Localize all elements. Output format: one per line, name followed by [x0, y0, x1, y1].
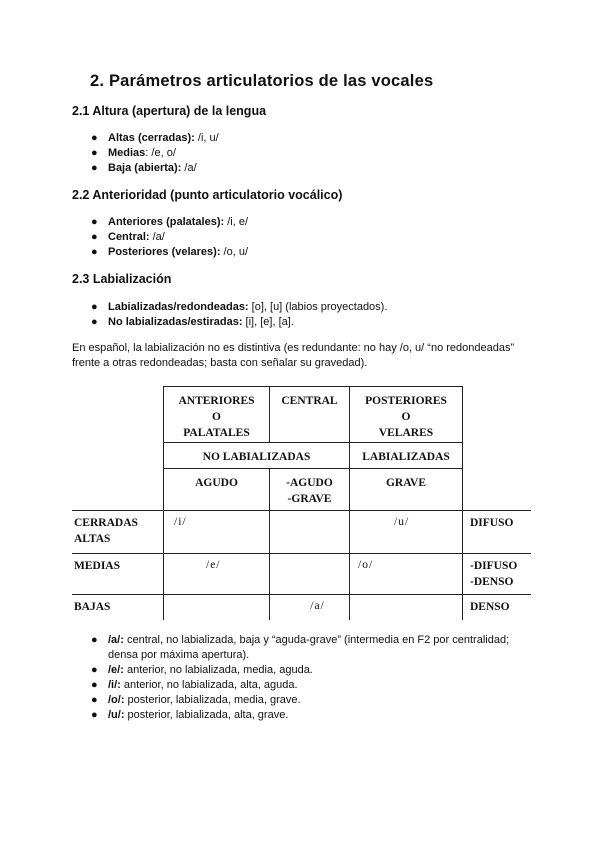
header-agudo: AGUDO: [164, 469, 270, 511]
bullet-icon: ●: [91, 132, 98, 144]
section-heading-altura: 2.1 Altura (apertura) de la lengua: [72, 104, 267, 118]
list-item: ● /u/: posterior, labializada, alta, grave.: [91, 709, 289, 721]
header-no-labializadas: NO LABIALIZADAS: [164, 443, 350, 469]
header-central: CENTRAL: [270, 387, 350, 443]
list-item: ● /e/: anterior, no labializada, media, aguda.: [91, 664, 313, 676]
bullet-icon: ●: [91, 246, 98, 258]
feature-difuso: DIFUSO: [463, 511, 532, 554]
paragraph: En español, la labialización no es distintiva (es redundante: no hay /o, u/ “no redondeadas” frente a otras redondeadas; basta con señalar su gravedad).: [72, 342, 515, 369]
header-posteriores: POSTERIORES O VELARES: [350, 387, 463, 443]
list-item: ● /i/: anterior, no labializada, alta, aguda.: [91, 679, 298, 691]
list-item: ● Central: /a/: [91, 231, 165, 243]
list-item: ● Labializadas/redondeadas: [o], [u] (labios proyectados).: [91, 301, 388, 313]
bullet-icon: ●: [91, 679, 98, 691]
list-item: ● Anteriores (palatales): /i, e/: [91, 216, 248, 228]
cell-u: /u/: [350, 511, 463, 554]
cell-o: /o/: [350, 554, 463, 595]
vowel-features-table: [72, 386, 531, 620]
summary-list: [72, 633, 528, 723]
cell-i: /i/: [164, 511, 270, 554]
bullet-icon: ●: [91, 709, 98, 721]
list-altura: [72, 131, 219, 176]
section-heading-anterioridad: 2.2 Anterioridad (punto articulatorio vocálico): [72, 188, 343, 202]
list-item: ● /a/: central, no labializada, baja y “aguda-grave” (intermedia en F2 por centralidad; densa por máxima apertura).: [91, 634, 510, 661]
row-label-cerradas: CERRADAS ALTAS: [72, 511, 164, 554]
bullet-icon: ●: [91, 634, 98, 646]
list-anterioridad: [72, 215, 248, 260]
cell-a: /a/: [270, 595, 350, 620]
list-item: ● Posteriores (velares): /o, u/: [91, 246, 249, 258]
cell-e: /e/: [164, 554, 270, 595]
feature-difuso-denso: -DIFUSO -DENSO: [463, 554, 532, 595]
row-label-medias: MEDIAS: [72, 554, 164, 595]
feature-denso: DENSO: [463, 595, 532, 620]
bullet-icon: ●: [91, 162, 98, 174]
section-heading-labializacion: 2.3 Labialización: [72, 272, 172, 286]
bullet-icon: ●: [91, 694, 98, 706]
header-anteriores: ANTERIORES O PALATALES: [164, 387, 270, 443]
row-label-bajas: BAJAS: [72, 595, 164, 620]
bullet-icon: ●: [91, 147, 98, 159]
header-agudo-grave: -AGUDO -GRAVE: [270, 469, 350, 511]
list-labializacion: [72, 300, 387, 330]
list-item: ● Altas (cerradas): /i, u/: [91, 132, 219, 144]
header-labializadas: LABIALIZADAS: [350, 443, 463, 469]
header-grave: GRAVE: [350, 469, 463, 511]
list-item: ● Medias: /e, o/: [91, 147, 176, 159]
list-item: ● /o/: posterior, labializada, media, grave.: [91, 694, 301, 706]
bullet-icon: ●: [91, 301, 98, 313]
list-item: ● No labializadas/estiradas: [i], [e], [a].: [91, 316, 294, 328]
list-item: ● Baja (abierta): /a/: [91, 162, 197, 174]
bullet-icon: ●: [91, 216, 98, 228]
bullet-icon: ●: [91, 316, 98, 328]
bullet-icon: ●: [91, 231, 98, 243]
page-title: 2. Parámetros articulatorios de las vocales: [90, 72, 434, 90]
bullet-icon: ●: [91, 664, 98, 676]
